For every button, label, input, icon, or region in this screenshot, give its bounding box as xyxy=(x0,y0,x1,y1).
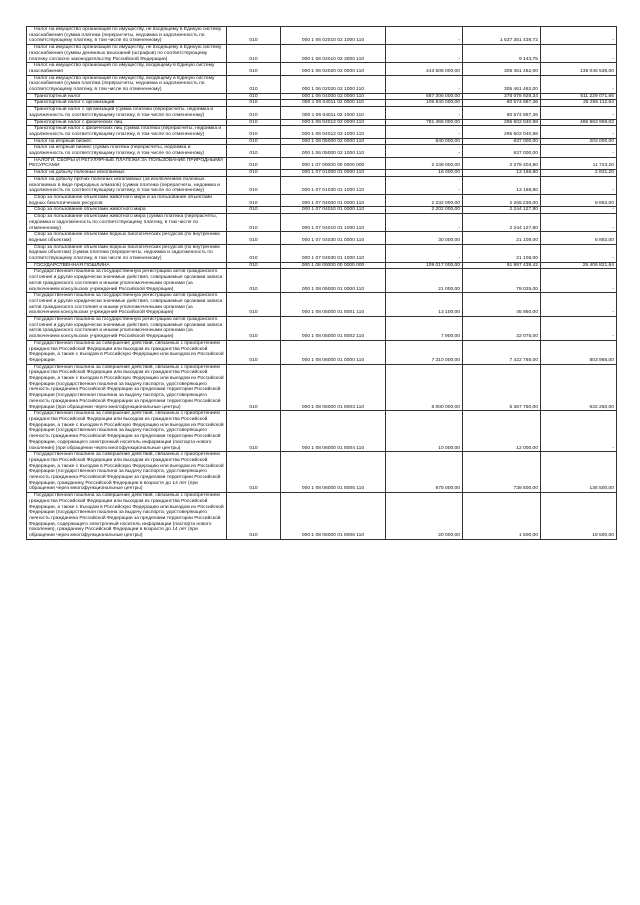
row-kbk-code: 000 1 06 02020 02 1000 110 xyxy=(281,75,386,93)
row-unexecuted-amount: - xyxy=(541,176,617,194)
row-planned-amount: - xyxy=(386,27,463,45)
row-name: Государственная пошлина за государственную регистрацию актов гражданского состояния и другие юридически значимые действия, совершаемые органами записи актов гражданского состояния и иными уполномоченными органами (за исключением консульских учреждений Российской Федерации) xyxy=(27,317,227,341)
row-kbk-code: 000 1 08 06000 01 8006 110 xyxy=(281,493,386,540)
row-name: Сбор за пользование объектами животного мира xyxy=(27,207,227,214)
row-kbk-code: 000 1 06 04011 02 0000 110 xyxy=(281,100,386,107)
row-unexecuted-amount: 136 500,00 xyxy=(541,452,617,493)
row-line-code: 010 xyxy=(227,157,281,169)
table-row xyxy=(27,107,617,119)
row-line-code: 010 xyxy=(227,126,281,138)
table-row xyxy=(27,63,617,75)
row-kbk-code: 000 1 08 06000 01 8003 110 xyxy=(281,364,386,411)
row-line-code: 010 xyxy=(227,269,281,293)
row-planned-amount: - xyxy=(386,75,463,93)
row-line-code: 010 xyxy=(227,100,281,107)
row-unexecuted-amount: 485 963 959,02 xyxy=(541,119,617,126)
row-unexecuted-amount: - xyxy=(541,244,617,262)
row-line-code: 010 xyxy=(227,232,281,244)
row-unexecuted-amount: - xyxy=(541,27,617,45)
table-row xyxy=(27,27,617,45)
row-planned-amount: - xyxy=(386,214,463,232)
row-line-code: 010 xyxy=(227,293,281,317)
row-kbk-code: 000 1 08 05000 01 0000 110 xyxy=(281,269,386,293)
row-line-code: 010 xyxy=(227,244,281,262)
table-row xyxy=(27,364,617,411)
row-unexecuted-amount: - xyxy=(541,214,617,232)
table-row xyxy=(27,207,617,214)
row-kbk-code: 000 1 06 05000 02 0000 110 xyxy=(281,138,386,145)
row-executed-amount: 12 000,00 xyxy=(463,411,541,452)
row-planned-amount: 21 000,00 xyxy=(386,269,463,293)
row-name: Налог на имущество организаций по имуществу, не входящему в Единую систему газоснабжения (суммы денежных взысканий (штрафов) по соответствующему платежу согласно законодательству Российской Федерации) xyxy=(27,45,227,63)
row-kbk-code: 000 1 06 02010 02 1000 110 xyxy=(281,27,386,45)
row-line-code: 010 xyxy=(227,340,281,364)
revenue-table xyxy=(26,26,617,540)
row-planned-amount: 2 232 000,00 xyxy=(386,194,463,206)
row-executed-amount: 305 461 462,00 xyxy=(463,63,541,75)
row-executed-amount: 32 075,00 xyxy=(463,317,541,341)
row-executed-amount: 1 537 351 438,72 xyxy=(463,27,541,45)
row-unexecuted-amount: 18 500,00 xyxy=(541,493,617,540)
table-row xyxy=(27,75,617,93)
row-kbk-code: 000 1 07 04010 01 1000 110 xyxy=(281,214,386,232)
row-name: Транспортный налог xyxy=(27,93,227,100)
row-executed-amount: 637 000,00 xyxy=(463,138,541,145)
row-name: Налог на имущество организаций по имуществу, входящему в Единую систему газоснабжения (сумма платежа (перерасчеты, недоимка и задолженность по соответствующему платежу, в том числе по отмененному) xyxy=(27,75,227,93)
row-kbk-code: 000 1 06 04000 02 0000 110 xyxy=(281,93,386,100)
row-executed-amount: 295 502 040,98 xyxy=(463,126,541,138)
table-row xyxy=(27,452,617,493)
row-kbk-code: 000 1 08 00000 00 0000 000 xyxy=(281,262,386,269)
row-kbk-code: 000 1 06 04011 02 1000 110 xyxy=(281,107,386,119)
row-kbk-code: 000 1 08 06000 01 0000 110 xyxy=(281,340,386,364)
row-executed-amount: 2 265 236,00 xyxy=(463,194,541,206)
row-line-code: 010 xyxy=(227,119,281,126)
row-executed-amount: 7 422 765,00 xyxy=(463,340,541,364)
row-executed-amount: 21 108,00 xyxy=(463,232,541,244)
row-line-code: 010 xyxy=(227,452,281,493)
row-name: Налог на добычу полезных ископаемых xyxy=(27,170,227,177)
table-row xyxy=(27,232,617,244)
row-line-code: 010 xyxy=(227,262,281,269)
row-kbk-code: 000 1 07 04030 01 0000 110 xyxy=(281,232,386,244)
table-row xyxy=(27,45,617,63)
row-kbk-code: 000 1 07 04030 01 1000 110 xyxy=(281,244,386,262)
row-planned-amount: 840 000,00 xyxy=(386,138,463,145)
row-executed-amount: 45 950,00 xyxy=(463,293,541,317)
row-line-code: 010 xyxy=(227,63,281,75)
row-planned-amount: - xyxy=(386,145,463,157)
table-row xyxy=(27,214,617,232)
row-line-code: 010 xyxy=(227,411,281,452)
table-row xyxy=(27,170,617,177)
row-line-code: 010 xyxy=(227,107,281,119)
row-kbk-code: 000 1 08 05000 01 8002 110 xyxy=(281,317,386,341)
row-line-code: 010 xyxy=(227,170,281,177)
row-planned-amount: 7 900,00 xyxy=(386,317,463,341)
row-executed-amount: 21 108,00 xyxy=(463,244,541,262)
table-row xyxy=(27,145,617,157)
row-line-code: 010 xyxy=(227,194,281,206)
table-row xyxy=(27,126,617,138)
row-name: Транспортный налог с организаций (сумма платежа (перерасчеты, недоимка и задолженность по соответствующему платежу, в том числе по отмененному) xyxy=(27,107,227,119)
row-name: Государственная пошлина за совершение действий, связанных с приобретением гражданства Российской Федерации или выходом из гражданства Российской Федерации, а также с въездом в Российскую Федерацию или выездом из Российской Федерации (государственная пошлина за выдачу паспорта, удостоверяющего личность гражданина Российской Федерации за пределами территории Российской Федерации, содержащего электронный носитель информации (паспорта нового поколения) (при обращении через многофункциональные центры) xyxy=(27,411,227,452)
row-kbk-code: 000 1 07 04000 01 0000 110 xyxy=(281,194,386,206)
row-line-code: 010 xyxy=(227,364,281,411)
row-kbk-code: 000 1 08 05000 01 8001 110 xyxy=(281,293,386,317)
row-executed-amount: 13 168,80 xyxy=(463,176,541,194)
row-line-code: 010 xyxy=(227,93,281,100)
row-name: Сбор за пользование объектами водных биологических ресурсов (по внутренним водным объектам) xyxy=(27,232,227,244)
row-line-code: 010 xyxy=(227,138,281,145)
row-name: Транспортный налог с организаций xyxy=(27,100,227,107)
row-line-code: 010 xyxy=(227,75,281,93)
table-row xyxy=(27,411,617,452)
row-planned-amount: 109 017 000,00 xyxy=(386,262,463,269)
table-row xyxy=(27,262,617,269)
row-executed-amount: 376 076 928,34 xyxy=(463,93,541,100)
row-unexecuted-amount: 25 406 821,84 xyxy=(541,262,617,269)
row-name: Государственная пошлина за государственную регистрацию актов гражданского состояния и другие юридически значимые действия, совершаемые органами записи актов гражданского состояния и иными уполномоченными органами (за исключением консульских учреждений Российской Федерации) xyxy=(27,293,227,317)
row-name: НАЛОГИ, СБОРЫ И РЕГУЛЯРНЫЕ ПЛАТЕЖИ ЗА ПОЛЬЗОВАНИЕ ПРИРОДНЫМИ РЕСУРСАМИ xyxy=(27,157,227,169)
table-row xyxy=(27,100,617,107)
row-planned-amount: - xyxy=(386,107,463,119)
row-executed-amount: 738 500,00 xyxy=(463,452,541,493)
row-line-code: 010 xyxy=(227,493,281,540)
row-name: Государственная пошлина за совершение действий, связанных с приобретением гражданства Российской Федерации или выходом из гражданства Российской Федерации, а также с въездом в Российскую Федерацию или выездом из Российской Федерации (государственная пошлина за выдачу паспорта, удостоверяющего личность гражданина Российской Федерации за пределами территории Российской Федерации, содержащего электронный носитель информации (паспорта нового поколения), гражданину Российской Федерации в возрасте до 14 лет (при обращении через многофункциональные центры) xyxy=(27,493,227,540)
table-row xyxy=(27,138,617,145)
row-planned-amount: 781 466 000,00 xyxy=(386,119,463,126)
row-executed-amount: 78 025,00 xyxy=(463,269,541,293)
row-line-code: 010 xyxy=(227,145,281,157)
table-row xyxy=(27,176,617,194)
row-executed-amount: 91 957 439,42 xyxy=(463,262,541,269)
row-planned-amount: 20 000,00 xyxy=(386,493,463,540)
table-row xyxy=(27,157,617,169)
row-name: Транспортный налог с физических лиц (сумма платежа (перерасчеты, недоимка и задолженность по соответствующему платежу, в том числе по отмененному) xyxy=(27,126,227,138)
row-unexecuted-amount: 203 000,00 xyxy=(541,138,617,145)
row-kbk-code: 000 1 08 06000 01 8005 110 xyxy=(281,452,386,493)
row-name: Транспортный налог с физических лиц xyxy=(27,119,227,126)
row-executed-amount: 295 502 040,98 xyxy=(463,119,541,126)
row-planned-amount: 887 306 000,00 xyxy=(386,93,463,100)
row-unexecuted-amount: - xyxy=(541,145,617,157)
row-name: Государственная пошлина за совершение действий, связанных с приобретением гражданства Российской Федерации или выходом из гражданства Российской Федерации, а также с въездом в Российскую Федерацию или выездом из Российской Федерации (государственная пошлина за выдачу паспорта, удостоверяющего личность гражданина Российской Федерации за пределами территории Российской Федерации (государственная пошлина за выдачу паспорта, удостоверяющего личность гражданина Российской Федерации за пределами территории Российской Федерации (при обращении через многофункциональные центры) xyxy=(27,364,227,411)
row-planned-amount: 2 202 000,00 xyxy=(386,207,463,214)
table-row xyxy=(27,194,617,206)
row-name: Государственная пошлина за государственную регистрацию актов гражданского состояния и другие юридически значимые действия, совершаемые органами записи актов гражданского состояния и иными уполномоченными органами (за исключением консульских учреждений Российской Федерации) xyxy=(27,269,227,293)
row-unexecuted-amount: 511 229 071,66 xyxy=(541,93,617,100)
row-kbk-code: 000 1 06 02020 02 0000 110 xyxy=(281,63,386,75)
row-planned-amount: - xyxy=(386,176,463,194)
row-line-code: 010 xyxy=(227,176,281,194)
table-row xyxy=(27,317,617,341)
row-line-code: 010 xyxy=(227,214,281,232)
row-planned-amount: 16 000,00 xyxy=(386,170,463,177)
row-unexecuted-amount: - xyxy=(541,126,617,138)
row-kbk-code: 000 1 06 04012 02 0000 110 xyxy=(281,119,386,126)
row-executed-amount: 2 278 404,80 xyxy=(463,157,541,169)
row-kbk-code: 000 1 07 01000 01 0000 110 xyxy=(281,170,386,177)
row-planned-amount: 875 000,00 xyxy=(386,452,463,493)
table-row xyxy=(27,269,617,293)
row-name: Налог на игорный бизнес (сумма платежа (перерасчеты, недоимка и задолженность по соответствующему платежу, в том числе по отмененному) xyxy=(27,145,227,157)
row-unexecuted-amount: 803 985,00 xyxy=(541,340,617,364)
row-executed-amount: 5 367 750,00 xyxy=(463,364,541,411)
row-planned-amount: - xyxy=(386,244,463,262)
row-unexecuted-amount: - xyxy=(541,293,617,317)
row-kbk-code: 000 1 06 02010 02 3000 110 xyxy=(281,45,386,63)
row-name: Государственная пошлина за совершение действий, связанных с приобретением гражданства Российской Федерации или выходом из гражданства Российской Федерации, а также с въездом в Российскую Федерацию или выездом из Российской Федерации (государственная пошлина за выдачу паспорта, удостоверяющего личность гражданина Российской Федерации за пределами территории Российской Федерации, гражданину Российской Федерации в возрасте до 14 лет (при обращении через многофункциональные центры) xyxy=(27,452,227,493)
table-row xyxy=(27,293,617,317)
row-executed-amount: 80 574 887,36 xyxy=(463,100,541,107)
row-name: Сбор за пользование объектами водных биологических ресурсов (по внутренним водным объектам) (сумма платежа (перерасчеты, недоимка и задолженность по соответствующему платежу, в том числе по отмененному) xyxy=(27,244,227,262)
row-planned-amount: 105 840 000,00 xyxy=(386,100,463,107)
row-name: Налог на имущество организаций по имуществу, входящему в Единую систему газоснабжения xyxy=(27,63,227,75)
row-name: Налог на игорный бизнес xyxy=(27,138,227,145)
row-executed-amount: 2 244 127,80 xyxy=(463,214,541,232)
row-planned-amount: 7 310 000,00 xyxy=(386,340,463,364)
row-planned-amount: 6 000 000,00 xyxy=(386,364,463,411)
row-unexecuted-amount: - xyxy=(541,75,617,93)
table-row xyxy=(27,493,617,540)
row-unexecuted-amount: - xyxy=(541,45,617,63)
row-line-code: 010 xyxy=(227,207,281,214)
row-name: Государственная пошлина за совершение действий, связанных с приобретением гражданства Российской Федерации или выходом из гражданства Российской Федерации, а также с въездом в Российскую Федерацию или выездом из Российской Федерации xyxy=(27,340,227,364)
row-line-code: 010 xyxy=(227,45,281,63)
row-planned-amount: 13 100,00 xyxy=(386,293,463,317)
row-unexecuted-amount: - xyxy=(541,107,617,119)
row-unexecuted-amount: 11 723,20 xyxy=(541,157,617,169)
row-executed-amount: 637 000,00 xyxy=(463,145,541,157)
row-name: ГОСУДАРСТВЕННАЯ ПОШЛИНА xyxy=(27,262,227,269)
row-executed-amount: 80 574 887,36 xyxy=(463,107,541,119)
row-executed-amount: 2 244 127,80 xyxy=(463,207,541,214)
row-unexecuted-amount: - xyxy=(541,317,617,341)
row-planned-amount: 10 000,00 xyxy=(386,411,463,452)
row-planned-amount: 30 000,00 xyxy=(386,232,463,244)
row-unexecuted-amount: 8 892,00 xyxy=(541,232,617,244)
row-planned-amount: - xyxy=(386,126,463,138)
row-executed-amount: 305 461 462,00 xyxy=(463,75,541,93)
row-unexecuted-amount: 2 831,20 xyxy=(541,170,617,177)
table-row xyxy=(27,93,617,100)
table-row xyxy=(27,340,617,364)
row-kbk-code: 000 1 07 04010 01 0000 110 xyxy=(281,207,386,214)
table-row xyxy=(27,244,617,262)
row-kbk-code: 000 1 07 01030 01 1000 110 xyxy=(281,176,386,194)
row-name: Сбор за пользование объектами животного мира (сумма платежа (перерасчеты, недоимка и задолженность по соответствующему платежу, в том числе по отмененному) xyxy=(27,214,227,232)
row-line-code: 010 xyxy=(227,27,281,45)
row-name: Налог на добычу прочих полезных ископаемых (за исключением полезных ископаемых в виде природных алмазов) (сумма платежа (перерасчеты, недоимка и задолженность по соответствующему платежу, в том числе по отмененному) xyxy=(27,176,227,194)
revenue-table-body xyxy=(27,27,617,540)
row-kbk-code: 000 1 06 05000 02 1000 110 xyxy=(281,145,386,157)
row-unexecuted-amount: - xyxy=(541,269,617,293)
table-row xyxy=(27,119,617,126)
row-unexecuted-amount: 632 250,00 xyxy=(541,364,617,411)
row-planned-amount: - xyxy=(386,45,463,63)
row-planned-amount: 443 508 000,00 xyxy=(386,63,463,75)
row-executed-amount: 9 143,75 xyxy=(463,45,541,63)
row-unexecuted-amount: - xyxy=(541,411,617,452)
row-unexecuted-amount: 138 046 538,00 xyxy=(541,63,617,75)
row-executed-amount: 13 168,80 xyxy=(463,170,541,177)
row-executed-amount: 1 500,00 xyxy=(463,493,541,540)
row-unexecuted-amount: 8 892,00 xyxy=(541,194,617,206)
row-kbk-code: 000 1 08 06000 01 8004 110 xyxy=(281,411,386,452)
row-line-code: 010 xyxy=(227,317,281,341)
row-unexecuted-amount: 25 265 112,64 xyxy=(541,100,617,107)
row-name: Сбор за пользование объектами животного мира и за пользование объектами водных биологических ресурсов xyxy=(27,194,227,206)
row-kbk-code: 000 1 06 04012 02 1000 110 xyxy=(281,126,386,138)
row-kbk-code: 000 1 07 00000 00 0000 000 xyxy=(281,157,386,169)
row-name: Налог на имущество организаций по имуществу, не входящему в Единую систему газоснабжения (сумма платежа (перерасчеты, недоимка и задолженность по соответствующему платежу, в том числе по отмененному) xyxy=(27,27,227,45)
row-planned-amount: 2 248 000,00 xyxy=(386,157,463,169)
row-unexecuted-amount: - xyxy=(541,207,617,214)
